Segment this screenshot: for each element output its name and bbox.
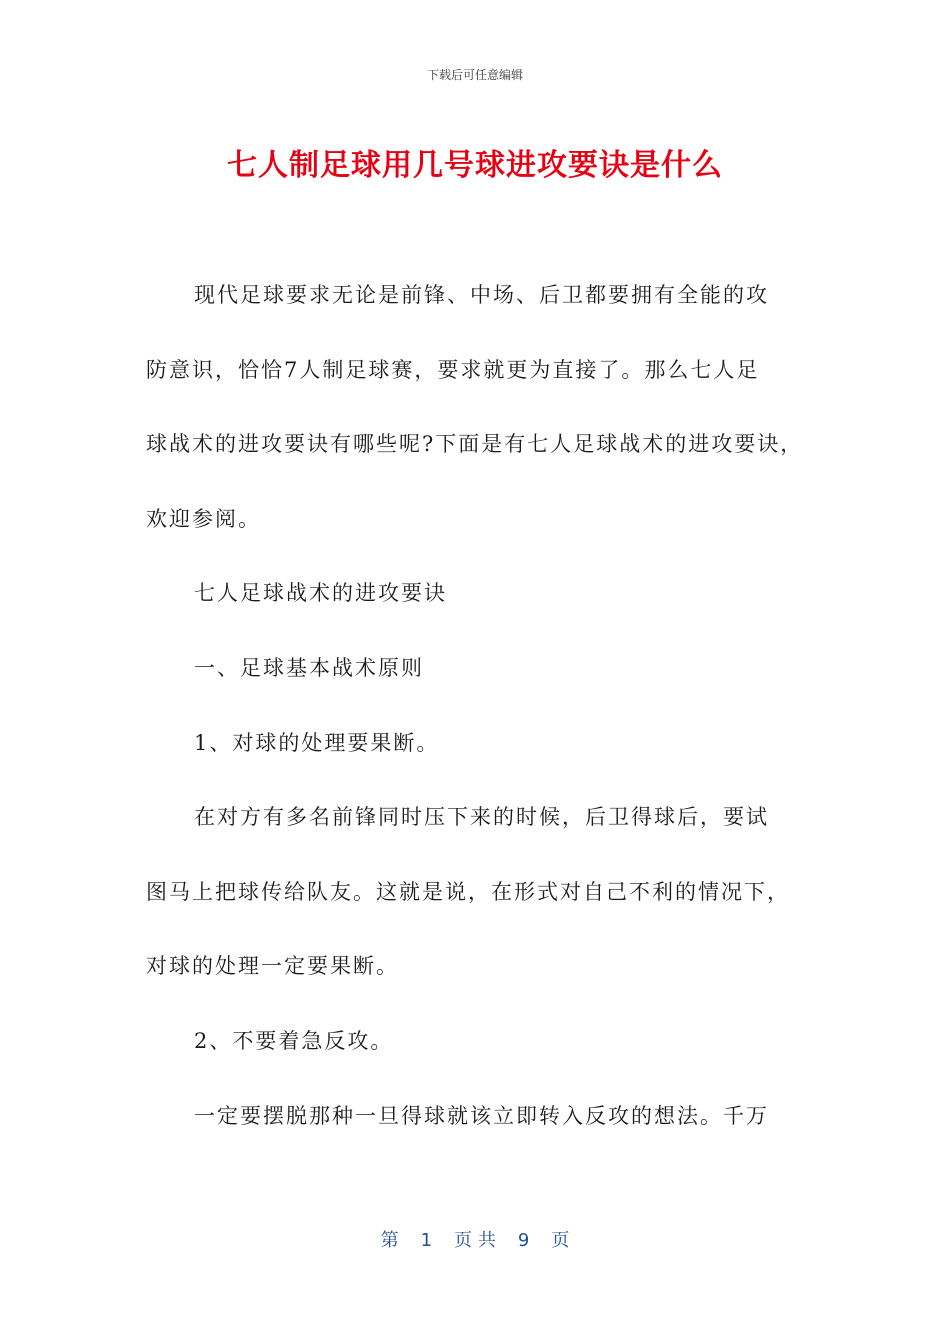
- body-line: 欢迎参阅。: [146, 506, 261, 531]
- body-line: 七人足球战术的进攻要诀: [194, 581, 447, 606]
- body-line: 图马上把球传给队友。这就是说，在形式对自己不利的情况下，: [146, 879, 790, 904]
- header-note: 下载后可任意编辑: [426, 68, 523, 82]
- footer-current-page: 1: [420, 1230, 433, 1251]
- body-line: 球战术的进攻要诀有哪些呢?下面是有七人足球战术的进攻要诀，: [146, 432, 804, 457]
- footer-middle: 页 共: [454, 1230, 496, 1251]
- footer-suffix: 页: [551, 1230, 570, 1251]
- body-line: 一定要摆脱那种一旦得球就该立即转入反攻的想法。千万: [194, 1103, 769, 1128]
- page-title: 七人制足球用几号球进攻要诀是什么: [227, 148, 723, 183]
- body-line: 1、对球的处理要果断。: [194, 730, 440, 755]
- body-line: 防意识，恰恰7人制足球赛，要求就更为直接了。那么七人足: [146, 357, 760, 382]
- body-line: 现代足球要求无论是前锋、中场、后卫都要拥有全能的攻: [194, 283, 769, 307]
- body-line: 一、足球基本战术原则: [194, 655, 424, 680]
- body-line: 2、不要着急反攻。: [194, 1028, 394, 1053]
- page-footer: [0, 1226, 950, 1252]
- body-line: 在对方有多名前锋同时压下来的时候，后卫得球后，要试: [194, 805, 769, 830]
- footer-total-pages: 9: [517, 1230, 530, 1251]
- body-text: [146, 272, 806, 1167]
- body-line: 对球的处理一定要果断。: [146, 954, 399, 979]
- footer-prefix: 第: [380, 1230, 399, 1251]
